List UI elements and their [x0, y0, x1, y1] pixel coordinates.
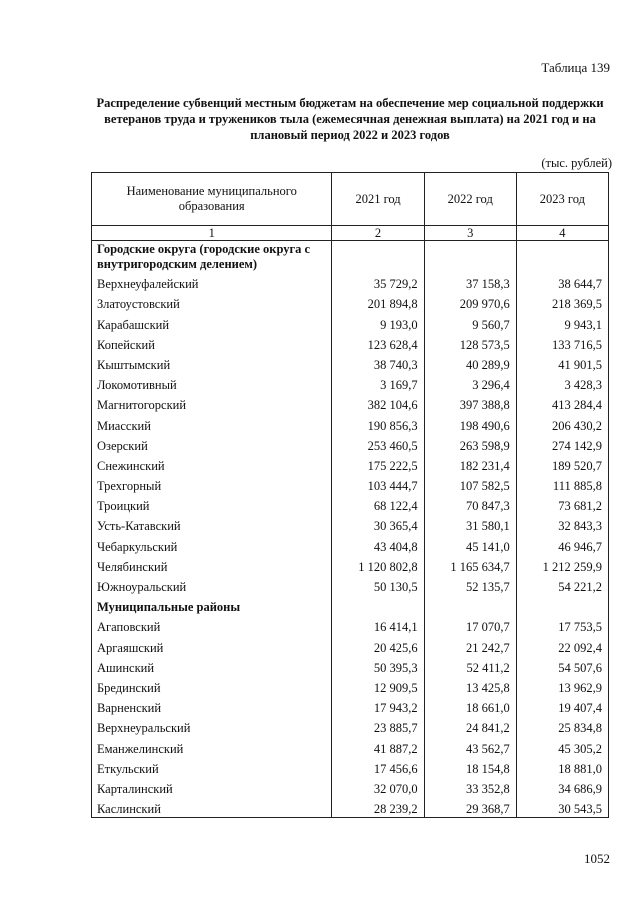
value-2022: 397 388,8	[424, 393, 516, 413]
value-2023: 25 834,8	[516, 716, 608, 736]
column-number-row	[92, 226, 609, 241]
value-2023: 9 943,1	[516, 312, 608, 332]
value-2023: 413 284,4	[516, 393, 608, 413]
value-2021: 23 885,7	[332, 716, 424, 736]
value-2023: 46 946,7	[516, 534, 608, 554]
value-2023: 17 753,5	[516, 615, 608, 635]
table-row	[92, 676, 609, 696]
unit-note: (тыс. рублей)	[541, 156, 612, 170]
municipality-name: Магнитогорский	[92, 393, 332, 413]
value-2023: 32 843,3	[516, 514, 608, 534]
municipality-name: Челябинский	[92, 555, 332, 575]
value-2023: 41 901,5	[516, 353, 608, 373]
value-2023: 22 092,4	[516, 635, 608, 655]
value-2021: 17 943,2	[332, 696, 424, 716]
municipality-name: Карабашский	[92, 312, 332, 332]
table-row	[92, 534, 609, 554]
table-row	[92, 393, 609, 413]
column-number: 4	[516, 226, 608, 241]
value-2021: 175 222,5	[332, 454, 424, 474]
empty-cell	[424, 595, 516, 615]
table-row	[92, 333, 609, 353]
municipality-name: Верхнеуфалейский	[92, 272, 332, 292]
column-number: 3	[424, 226, 516, 241]
column-header-2023: 2023 год	[516, 173, 608, 226]
value-2021: 41 887,2	[332, 736, 424, 756]
value-2023: 34 686,9	[516, 777, 608, 797]
value-2023: 13 962,9	[516, 676, 608, 696]
value-2022: 70 847,3	[424, 494, 516, 514]
value-2021: 30 365,4	[332, 514, 424, 534]
page-number: 1052	[584, 851, 610, 866]
value-2022: 21 242,7	[424, 635, 516, 655]
value-2022: 9 560,7	[424, 312, 516, 332]
value-2021: 68 122,4	[332, 494, 424, 514]
table-row	[92, 272, 609, 292]
empty-cell	[424, 241, 516, 273]
value-2023: 218 369,5	[516, 292, 608, 312]
value-2021: 16 414,1	[332, 615, 424, 635]
municipality-name: Еткульский	[92, 757, 332, 777]
value-2022: 33 352,8	[424, 777, 516, 797]
municipality-name: Еманжелинский	[92, 736, 332, 756]
value-2022: 209 970,6	[424, 292, 516, 312]
table-row	[92, 656, 609, 676]
table-row	[92, 797, 609, 818]
table-row	[92, 353, 609, 373]
column-header-2021: 2021 год	[332, 173, 424, 226]
municipality-name: Снежинский	[92, 454, 332, 474]
municipality-name: Кыштымский	[92, 353, 332, 373]
value-2023: 54 507,6	[516, 656, 608, 676]
table-row	[92, 514, 609, 534]
value-2021: 1 120 802,8	[332, 555, 424, 575]
municipality-name: Каслинский	[92, 797, 332, 818]
value-2021: 382 104,6	[332, 393, 424, 413]
value-2022: 1 165 634,7	[424, 555, 516, 575]
value-2023: 206 430,2	[516, 413, 608, 433]
value-2022: 13 425,8	[424, 676, 516, 696]
table-row	[92, 635, 609, 655]
table-row	[92, 454, 609, 474]
value-2021: 20 425,6	[332, 635, 424, 655]
document-title: Распределение субвенций местным бюджетам на обеспечение мер социальной поддержки ветеранов труда и тружеников тыла (ежемесячная денежная выплата) на 2021 год и на плановый период 2022 и 2023 годов	[96, 96, 604, 142]
value-2022: 40 289,9	[424, 353, 516, 373]
empty-cell	[516, 595, 608, 615]
value-2023: 19 407,4	[516, 696, 608, 716]
value-2023: 3 428,3	[516, 373, 608, 393]
empty-cell	[332, 595, 424, 615]
municipality-name: Миасский	[92, 413, 332, 433]
value-2023: 1 212 259,9	[516, 555, 608, 575]
municipality-name: Локомотивный	[92, 373, 332, 393]
municipality-name: Трехгорный	[92, 474, 332, 494]
empty-cell	[516, 241, 608, 273]
value-2023: 133 716,5	[516, 333, 608, 353]
table-label: Таблица 139	[541, 60, 610, 75]
value-2021: 9 193,0	[332, 312, 424, 332]
table-row	[92, 434, 609, 454]
municipality-name: Брединский	[92, 676, 332, 696]
municipality-name: Аргаяшский	[92, 635, 332, 655]
municipality-name: Верхнеуральский	[92, 716, 332, 736]
municipality-name: Златоустовский	[92, 292, 332, 312]
value-2021: 32 070,0	[332, 777, 424, 797]
value-2021: 50 395,3	[332, 656, 424, 676]
group-title: Городские округа (городские округа с внутригородским делением)	[92, 241, 332, 273]
column-header-name: Наименование муниципального образования	[92, 173, 332, 226]
value-2021: 190 856,3	[332, 413, 424, 433]
value-2023: 30 543,5	[516, 797, 608, 818]
subvention-table	[91, 172, 609, 818]
table-header-row	[92, 173, 609, 226]
value-2022: 29 368,7	[424, 797, 516, 818]
value-2022: 37 158,3	[424, 272, 516, 292]
table-row	[92, 494, 609, 514]
table-row	[92, 777, 609, 797]
municipality-name: Копейский	[92, 333, 332, 353]
column-number: 1	[92, 226, 332, 241]
value-2021: 12 909,5	[332, 676, 424, 696]
value-2022: 17 070,7	[424, 615, 516, 635]
table-row	[92, 555, 609, 575]
table-row	[92, 292, 609, 312]
value-2022: 24 841,2	[424, 716, 516, 736]
value-2023: 18 881,0	[516, 757, 608, 777]
municipality-name: Ашинский	[92, 656, 332, 676]
municipality-name: Агаповский	[92, 615, 332, 635]
table-row	[92, 312, 609, 332]
column-number: 2	[332, 226, 424, 241]
value-2022: 107 582,5	[424, 474, 516, 494]
value-2022: 198 490,6	[424, 413, 516, 433]
value-2021: 38 740,3	[332, 353, 424, 373]
value-2021: 43 404,8	[332, 534, 424, 554]
value-2021: 123 628,4	[332, 333, 424, 353]
municipality-name: Троицкий	[92, 494, 332, 514]
column-header-2022: 2022 год	[424, 173, 516, 226]
group-header-row	[92, 241, 609, 273]
value-2022: 182 231,4	[424, 454, 516, 474]
municipality-name: Озерский	[92, 434, 332, 454]
value-2023: 189 520,7	[516, 454, 608, 474]
value-2022: 52 135,7	[424, 575, 516, 595]
table-row	[92, 474, 609, 494]
table-row	[92, 373, 609, 393]
value-2022: 18 661,0	[424, 696, 516, 716]
municipality-name: Варненский	[92, 696, 332, 716]
value-2021: 35 729,2	[332, 272, 424, 292]
value-2021: 253 460,5	[332, 434, 424, 454]
group-title: Муниципальные районы	[92, 595, 332, 615]
table-row	[92, 696, 609, 716]
table-row	[92, 575, 609, 595]
value-2022: 52 411,2	[424, 656, 516, 676]
value-2023: 111 885,8	[516, 474, 608, 494]
value-2022: 18 154,8	[424, 757, 516, 777]
value-2021: 28 239,2	[332, 797, 424, 818]
group-header-row	[92, 595, 609, 615]
value-2022: 43 562,7	[424, 736, 516, 756]
municipality-name: Усть-Катавский	[92, 514, 332, 534]
value-2021: 17 456,6	[332, 757, 424, 777]
value-2023: 274 142,9	[516, 434, 608, 454]
value-2022: 3 296,4	[424, 373, 516, 393]
municipality-name: Карталинский	[92, 777, 332, 797]
value-2023: 54 221,2	[516, 575, 608, 595]
table-row	[92, 615, 609, 635]
municipality-name: Чебаркульский	[92, 534, 332, 554]
municipality-name: Южноуральский	[92, 575, 332, 595]
value-2021: 103 444,7	[332, 474, 424, 494]
value-2022: 263 598,9	[424, 434, 516, 454]
value-2022: 128 573,5	[424, 333, 516, 353]
table-row	[92, 757, 609, 777]
table-row	[92, 736, 609, 756]
value-2023: 45 305,2	[516, 736, 608, 756]
value-2021: 50 130,5	[332, 575, 424, 595]
value-2022: 31 580,1	[424, 514, 516, 534]
empty-cell	[332, 241, 424, 273]
value-2022: 45 141,0	[424, 534, 516, 554]
table-row	[92, 716, 609, 736]
table-row	[92, 413, 609, 433]
value-2021: 201 894,8	[332, 292, 424, 312]
value-2023: 73 681,2	[516, 494, 608, 514]
value-2021: 3 169,7	[332, 373, 424, 393]
value-2023: 38 644,7	[516, 272, 608, 292]
